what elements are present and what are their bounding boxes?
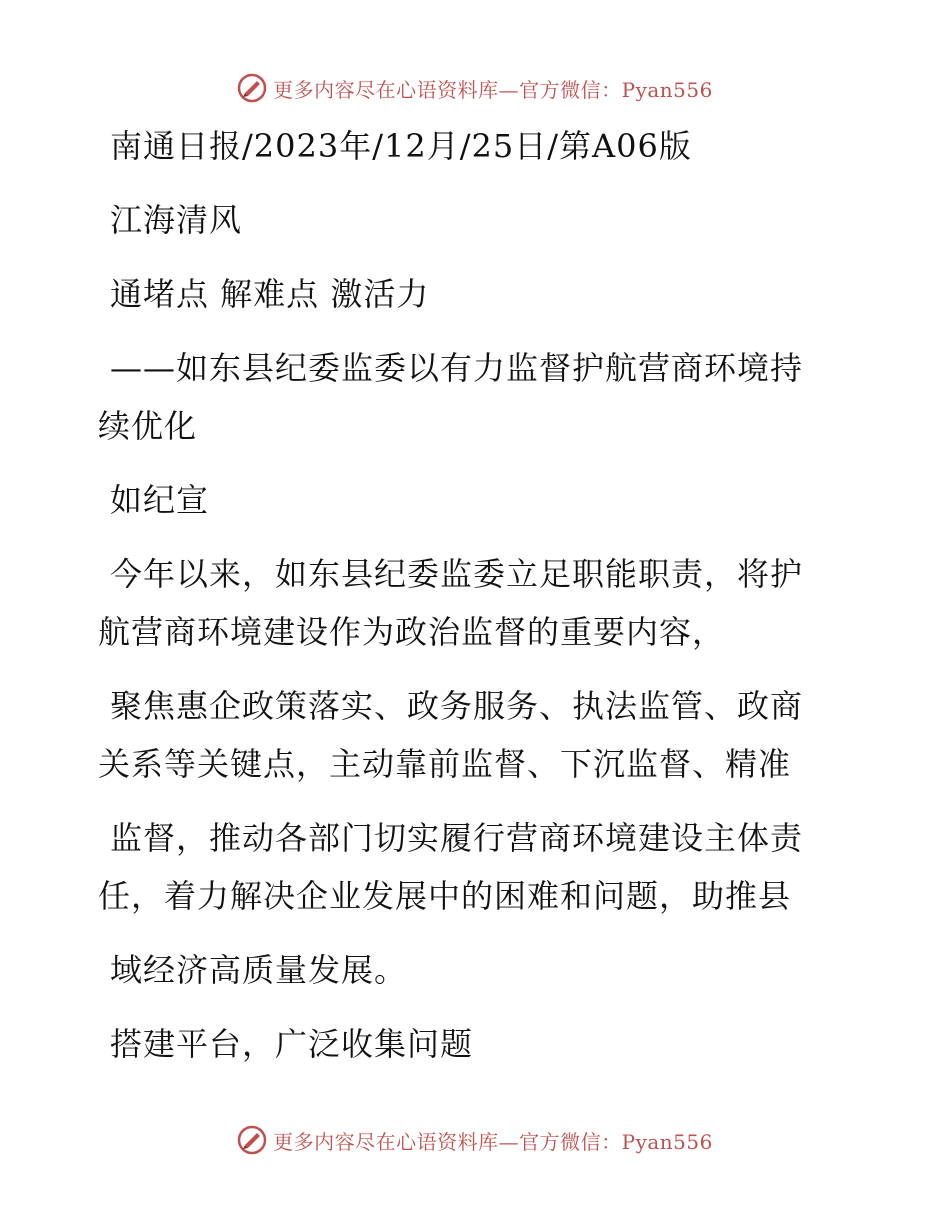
subtitle-line-1: ——如东县纪委监委以有力监督护航营商环境持 [110,349,804,387]
paragraph-3-line-2: 任，着力解决企业发展中的困难和问题，助推县 [98,877,792,915]
byline: 如纪宣 [110,481,210,519]
paragraph-4-line-1: 域经济高质量发展。 [110,951,408,989]
paragraph-3-line-1: 监督，推动各部门切实履行营商环境建设主体责 [110,819,804,857]
pen-logo-icon [237,73,267,103]
watermark-banner-top [0,70,950,106]
subtitle-line-2: 续优化 [98,407,198,445]
paragraph-1-line-2: 航营商环境建设作为政治监督的重要内容， [98,613,726,651]
watermark-banner-bottom [0,1122,950,1158]
paragraph-2-line-2: 关系等关键点，主动靠前监督、下沉监督、精准 [98,745,792,783]
column-name: 江海清风 [110,201,243,239]
paragraph-2-line-1: 聚焦惠企政策落实、政务服务、执法监管、政商 [110,687,804,725]
watermark-text: 更多内容尽在心语资料库—官方微信：Pyan556 [273,77,713,102]
section-heading: 搭建平台，广泛收集问题 [110,1025,474,1063]
paragraph-1-line-1: 今年以来，如东县纪委监委立足职能职责，将护 [110,555,804,593]
headline: 通堵点 解难点 激活力 [110,275,430,313]
watermark-text: 更多内容尽在心语资料库—官方微信：Pyan556 [273,1129,713,1154]
source-line: 南通日报/2023年/12月/25日/第A06版 [110,127,692,165]
pen-logo-icon [237,1125,267,1155]
